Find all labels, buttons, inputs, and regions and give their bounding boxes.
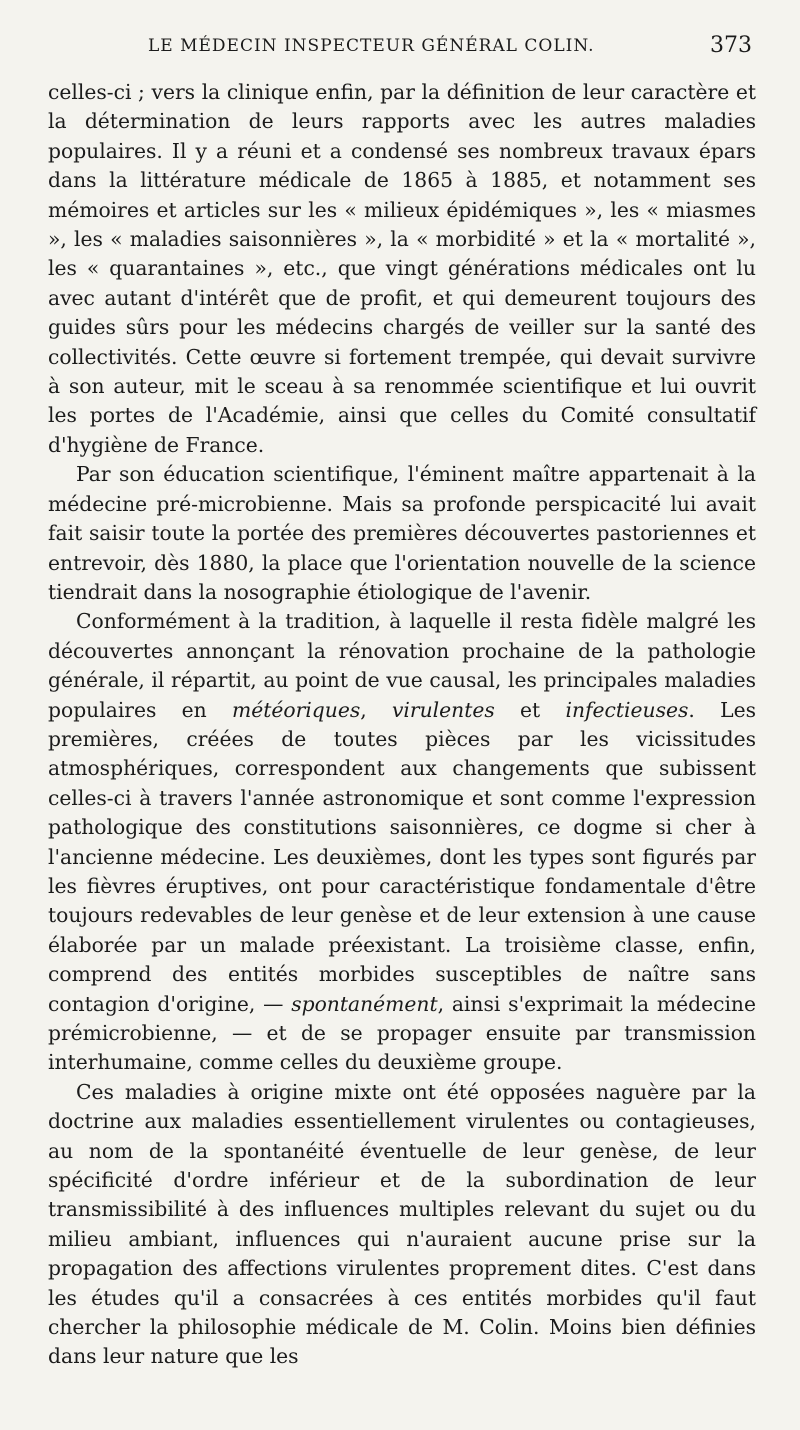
paragraph-3 xyxy=(48,607,756,1078)
paragraph-3-part-b: , xyxy=(360,697,392,722)
term-spontanement: spontanément xyxy=(291,991,438,1016)
paragraph-3-part-e: , ainsi s'exprimait la médecine prémicrobienne, — et de se propager ensuite par transmission interhumaine, comme celles du deuxième groupe. xyxy=(48,991,756,1075)
term-virulentes: virulentes xyxy=(391,697,495,722)
paragraph-2: Par son éducation scientifique, l'éminent maître appartenait à la médecine pré-microbienne. Mais sa profonde perspicacité lui avait fait saisir toute la portée des premières découvertes pastoriennes et entrevoir, dès 1880, la place que l'orientation nouvelle de la science tiendrait dans la nosographie étiologique de l'avenir. xyxy=(48,462,756,604)
paragraph-3-part-d: . Les premières, créées de toutes pièces par les vicissitudes atmosphériques, correspondent aux changements que subissent celles-ci à travers l'année astronomique et sont comme l'expression pathologique des constitutions saisonnières, ce dogme si cher à l'ancienne médecine. Les deuxièmes, dont les types sont figurés par les fièvres éruptives, ont pour caractéristique fondamentale d'être toujours redevables de leur genèse et de leur extension à une cause élaborée par un malade préexistant. La troisième classe, enfin, comprend des entités morbides susceptibles de naître sans contagion d'origine, — xyxy=(48,697,756,1016)
running-head xyxy=(48,33,752,66)
body-text xyxy=(48,78,756,1372)
running-title: LE MÉDECIN INSPECTEUR GÉNÉRAL COLIN. xyxy=(148,36,595,56)
paragraph-3-part-a: Conformément à la tradition, à laquelle il resta fidèle malgré les découvertes annonçant la rénovation prochaine de la pathologie générale, il répartit, au point de vue causal, les principales maladies populaires en xyxy=(48,609,756,722)
paragraph-4: Ces maladies à origine mixte ont été opposées naguère par la doctrine aux maladies essentiellement virulentes ou contagieuses, au nom de la spontanéité éventuelle de leur genèse, de leur spécificité d'ordre inférieur et de la subordination de leur transmissibilité à des influences multiples relevant du sujet ou du milieu ambiant, influences qui n'auraient aucune prise sur la propagation des affections virulentes proprement dites. C'est dans les études qu'il a consacrées à ces entités morbides qu'il faut chercher la philosophie médicale de M. Colin. Moins bien définies dans leur nature que les xyxy=(48,1079,756,1369)
term-meteoriques: météoriques xyxy=(232,697,361,722)
paragraph-3-part-c: et xyxy=(494,697,566,722)
term-infectieuses: infectieuses xyxy=(565,697,689,722)
paragraph-1: celles-ci ; vers la clinique enfin, par la définition de leur caractère et la détermination de leurs rapports avec les autres maladies populaires. Il y a réuni et a condensé ses nombreux travaux épars dans la littérature médicale de 1865 à 1885, et notamment ses mémoires et articles sur les « milieux épidémiques », les « miasmes », les « maladies saisonnières », la « morbidité » et la « mortalité », les « quarantaines », etc., que vingt générations médicales ont lu avec autant d'intérêt que de profit, et qui demeurent toujours des guides sûrs pour les médecins chargés de veiller sur la santé des collectivités. Cette œuvre si fortement trempée, qui devait survivre à son auteur, mit le sceau à sa renommée scientifique et lui ouvrit les portes de l'Académie, ainsi que celles du Comité consultatif d'hygiène de France. xyxy=(48,80,756,457)
page-number: 373 xyxy=(710,33,752,58)
